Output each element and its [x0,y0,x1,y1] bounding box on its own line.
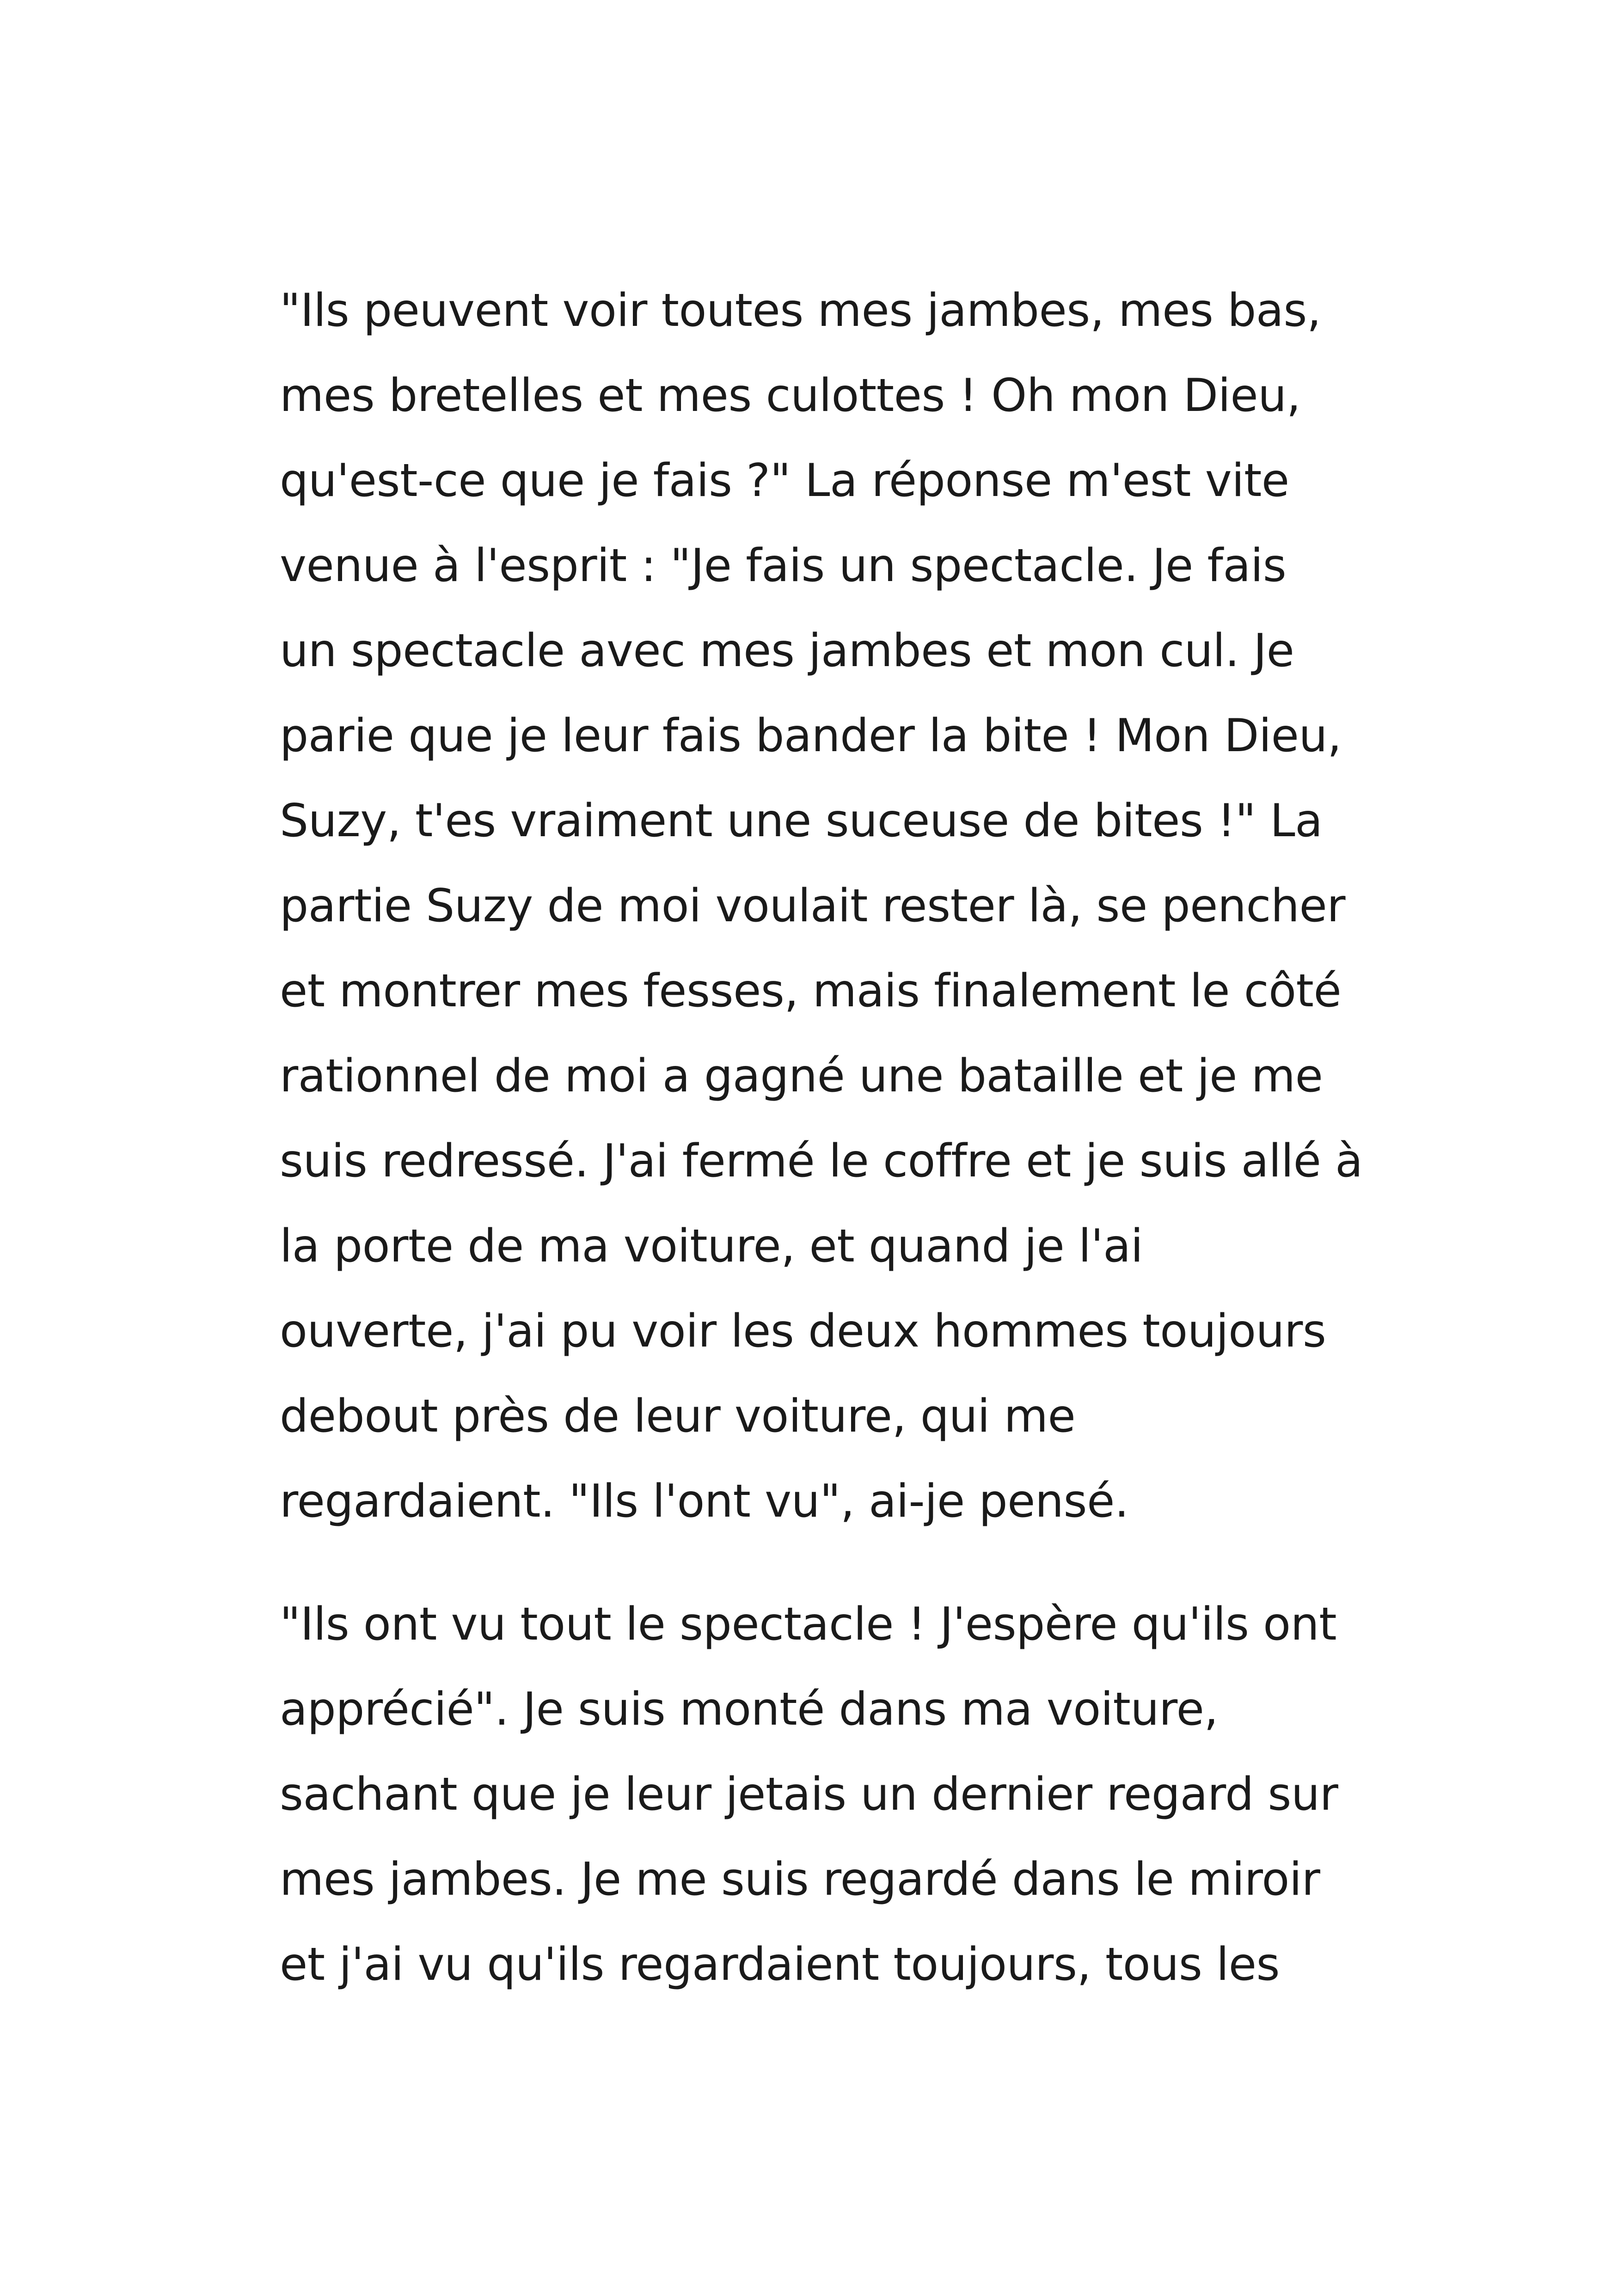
text-line: apprécié". Je suis monté dans ma voiture, [280,1683,1219,1736]
text-line: ouverte, j'ai pu voir les deux hommes toujours [280,1305,1326,1358]
text-line: venue à l'esprit : "Je fais un spectacle. Je fais [280,539,1287,592]
text-line: Suzy, t'es vraiment une suceuse de bites !" La [280,795,1323,847]
text-line: "Ils ont vu tout le spectacle ! J'espère qu'ils ont [280,1598,1337,1651]
text-line: la porte de ma voiture, et quand je l'ai [280,1220,1143,1273]
text-line: mes bretelles et mes culottes ! Oh mon Dieu, [280,369,1301,422]
text-line: suis redressé. J'ai fermé le coffre et je suis allé à [280,1135,1363,1188]
text-line: et montrer mes fesses, mais finalement le côté [280,965,1342,1017]
text-line: et j'ai vu qu'ils regardaient toujours, tous les [280,1938,1280,1991]
text-line: partie Suzy de moi voulait rester là, se pencher [280,880,1346,932]
body-text [280,268,1389,2007]
text-line: rationnel de moi a gagné une bataille et je me [280,1050,1323,1102]
text-line: parie que je leur fais bander la bite ! Mon Dieu, [280,710,1342,762]
text-line: regardaient. "Ils l'ont vu", ai-je pensé. [280,1475,1129,1528]
text-line: sachant que je leur jetais un dernier regard sur [280,1768,1338,1821]
paragraph-2 [280,1582,1389,2007]
text-line: mes jambes. Je me suis regardé dans le miroir [280,1853,1320,1906]
text-line: qu'est-ce que je fais ?" La réponse m'est vite [280,454,1289,507]
text-line: debout près de leur voiture, qui me [280,1390,1076,1443]
text-line: "Ils peuvent voir toutes mes jambes, mes bas, [280,284,1321,337]
text-line: un spectacle avec mes jambes et mon cul. Je [280,625,1294,677]
paragraph-1 [280,268,1389,1544]
